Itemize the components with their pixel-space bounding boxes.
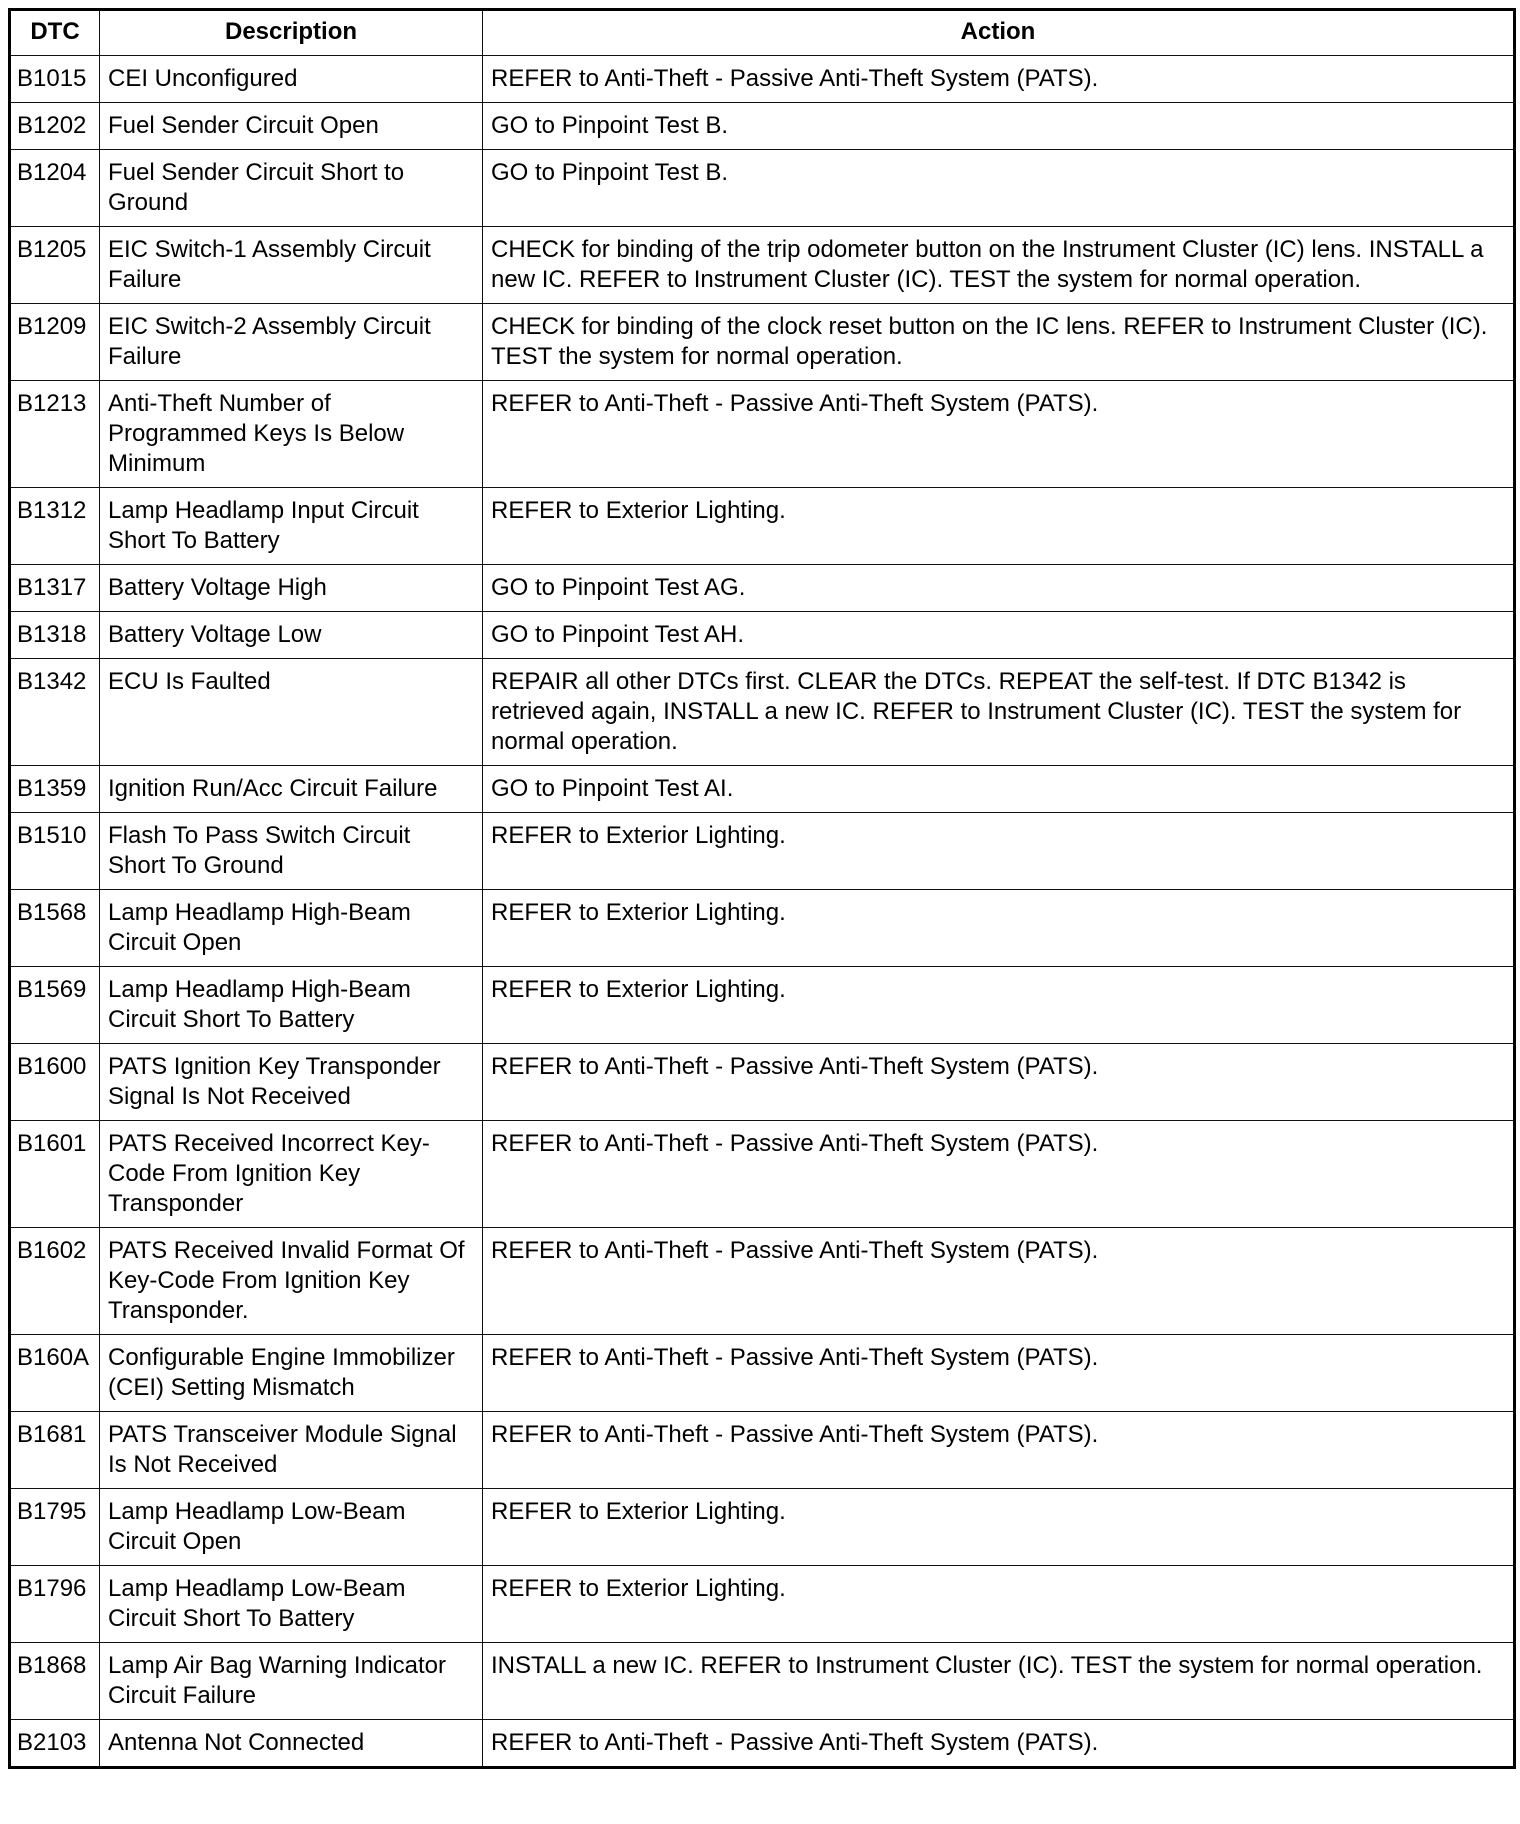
action-cell: GO to Pinpoint Test AH. xyxy=(483,612,1515,659)
action-cell: REFER to Anti-Theft - Passive Anti-Theft System (PATS). xyxy=(483,1228,1515,1335)
description-cell: Flash To Pass Switch Circuit Short To Ground xyxy=(100,813,483,890)
description-cell: ECU Is Faulted xyxy=(100,659,483,766)
action-cell: GO to Pinpoint Test B. xyxy=(483,150,1515,227)
table-row xyxy=(10,1121,1515,1228)
description-cell: Ignition Run/Acc Circuit Failure xyxy=(100,766,483,813)
description-cell: Lamp Headlamp Low-Beam Circuit Short To Battery xyxy=(100,1566,483,1643)
header-row xyxy=(10,10,1515,56)
description-cell: Battery Voltage Low xyxy=(100,612,483,659)
action-cell: REFER to Anti-Theft - Passive Anti-Theft System (PATS). xyxy=(483,381,1515,488)
dtc-code-cell: B1317 xyxy=(10,565,100,612)
description-cell: PATS Ignition Key Transponder Signal Is Not Received xyxy=(100,1044,483,1121)
table-row xyxy=(10,1412,1515,1489)
table-body xyxy=(10,56,1515,1768)
description-cell: Anti-Theft Number of Programmed Keys Is Below Minimum xyxy=(100,381,483,488)
action-cell: REFER to Exterior Lighting. xyxy=(483,488,1515,565)
description-cell: Lamp Headlamp Low-Beam Circuit Open xyxy=(100,1489,483,1566)
description-cell: Lamp Headlamp High-Beam Circuit Short To Battery xyxy=(100,967,483,1044)
action-cell: REFER to Anti-Theft - Passive Anti-Theft System (PATS). xyxy=(483,1044,1515,1121)
action-cell: REFER to Exterior Lighting. xyxy=(483,1566,1515,1643)
table-row xyxy=(10,227,1515,304)
description-cell: Configurable Engine Immobilizer (CEI) Setting Mismatch xyxy=(100,1335,483,1412)
table-row xyxy=(10,150,1515,227)
table-row xyxy=(10,766,1515,813)
description-cell: PATS Received Invalid Format Of Key-Code From Ignition Key Transponder. xyxy=(100,1228,483,1335)
description-cell: Lamp Headlamp High-Beam Circuit Open xyxy=(100,890,483,967)
table-row xyxy=(10,565,1515,612)
description-cell: Fuel Sender Circuit Open xyxy=(100,103,483,150)
action-cell: GO to Pinpoint Test AG. xyxy=(483,565,1515,612)
dtc-document xyxy=(8,8,1513,1769)
action-cell: REPAIR all other DTCs first. CLEAR the DTCs. REPEAT the self-test. If DTC B1342 is retrieved again, INSTALL a new IC. REFER to Instrument Cluster (IC). TEST the system for normal operation. xyxy=(483,659,1515,766)
table-row xyxy=(10,1720,1515,1768)
table-row xyxy=(10,1643,1515,1720)
action-cell: REFER to Exterior Lighting. xyxy=(483,967,1515,1044)
table-row xyxy=(10,813,1515,890)
dtc-code-cell: B1204 xyxy=(10,150,100,227)
dtc-code-cell: B2103 xyxy=(10,1720,100,1768)
table-row xyxy=(10,1335,1515,1412)
header-dtc: DTC xyxy=(10,10,100,56)
dtc-code-cell: B1342 xyxy=(10,659,100,766)
action-cell: INSTALL a new IC. REFER to Instrument Cluster (IC). TEST the system for normal operation. xyxy=(483,1643,1515,1720)
action-cell: REFER to Exterior Lighting. xyxy=(483,890,1515,967)
dtc-code-cell: B1359 xyxy=(10,766,100,813)
dtc-code-cell: B1209 xyxy=(10,304,100,381)
table-row xyxy=(10,381,1515,488)
dtc-code-cell: B1569 xyxy=(10,967,100,1044)
action-cell: REFER to Anti-Theft - Passive Anti-Theft System (PATS). xyxy=(483,1412,1515,1489)
table-row xyxy=(10,1566,1515,1643)
dtc-code-cell: B1318 xyxy=(10,612,100,659)
table-row xyxy=(10,967,1515,1044)
dtc-code-cell: B1796 xyxy=(10,1566,100,1643)
description-cell: CEI Unconfigured xyxy=(100,56,483,103)
table-header xyxy=(10,10,1515,56)
action-cell: GO to Pinpoint Test B. xyxy=(483,103,1515,150)
table-row xyxy=(10,1228,1515,1335)
dtc-code-cell: B1601 xyxy=(10,1121,100,1228)
dtc-code-cell: B1205 xyxy=(10,227,100,304)
action-cell: REFER to Anti-Theft - Passive Anti-Theft System (PATS). xyxy=(483,1335,1515,1412)
description-cell: Antenna Not Connected xyxy=(100,1720,483,1768)
dtc-code-cell: B1202 xyxy=(10,103,100,150)
dtc-code-cell: B160A xyxy=(10,1335,100,1412)
dtc-code-cell: B1868 xyxy=(10,1643,100,1720)
table-row xyxy=(10,890,1515,967)
action-cell: CHECK for binding of the trip odometer button on the Instrument Cluster (IC) lens. INSTALL a new IC. REFER to Instrument Cluster (IC). TEST the system for normal operation. xyxy=(483,227,1515,304)
description-cell: EIC Switch-1 Assembly Circuit Failure xyxy=(100,227,483,304)
action-cell: CHECK for binding of the clock reset button on the IC lens. REFER to Instrument Cluster (IC). TEST the system for normal operation. xyxy=(483,304,1515,381)
dtc-code-cell: B1681 xyxy=(10,1412,100,1489)
description-cell: Lamp Headlamp Input Circuit Short To Battery xyxy=(100,488,483,565)
dtc-code-cell: B1602 xyxy=(10,1228,100,1335)
dtc-code-cell: B1568 xyxy=(10,890,100,967)
description-cell: EIC Switch-2 Assembly Circuit Failure xyxy=(100,304,483,381)
action-cell: REFER to Exterior Lighting. xyxy=(483,813,1515,890)
dtc-code-cell: B1312 xyxy=(10,488,100,565)
table-row xyxy=(10,1489,1515,1566)
description-cell: PATS Received Incorrect Key-Code From Ignition Key Transponder xyxy=(100,1121,483,1228)
description-cell: Lamp Air Bag Warning Indicator Circuit Failure xyxy=(100,1643,483,1720)
table-row xyxy=(10,103,1515,150)
dtc-code-cell: B1213 xyxy=(10,381,100,488)
dtc-table xyxy=(8,8,1516,1769)
table-row xyxy=(10,56,1515,103)
description-cell: Fuel Sender Circuit Short to Ground xyxy=(100,150,483,227)
table-row xyxy=(10,1044,1515,1121)
description-cell: PATS Transceiver Module Signal Is Not Received xyxy=(100,1412,483,1489)
action-cell: REFER to Anti-Theft - Passive Anti-Theft System (PATS). xyxy=(483,1121,1515,1228)
table-row xyxy=(10,659,1515,766)
header-description: Description xyxy=(100,10,483,56)
dtc-code-cell: B1600 xyxy=(10,1044,100,1121)
dtc-code-cell: B1795 xyxy=(10,1489,100,1566)
table-row xyxy=(10,612,1515,659)
action-cell: REFER to Anti-Theft - Passive Anti-Theft System (PATS). xyxy=(483,56,1515,103)
action-cell: REFER to Anti-Theft - Passive Anti-Theft System (PATS). xyxy=(483,1720,1515,1768)
dtc-code-cell: B1015 xyxy=(10,56,100,103)
dtc-code-cell: B1510 xyxy=(10,813,100,890)
header-action: Action xyxy=(483,10,1515,56)
description-cell: Battery Voltage High xyxy=(100,565,483,612)
action-cell: GO to Pinpoint Test AI. xyxy=(483,766,1515,813)
action-cell: REFER to Exterior Lighting. xyxy=(483,1489,1515,1566)
table-row xyxy=(10,304,1515,381)
table-row xyxy=(10,488,1515,565)
